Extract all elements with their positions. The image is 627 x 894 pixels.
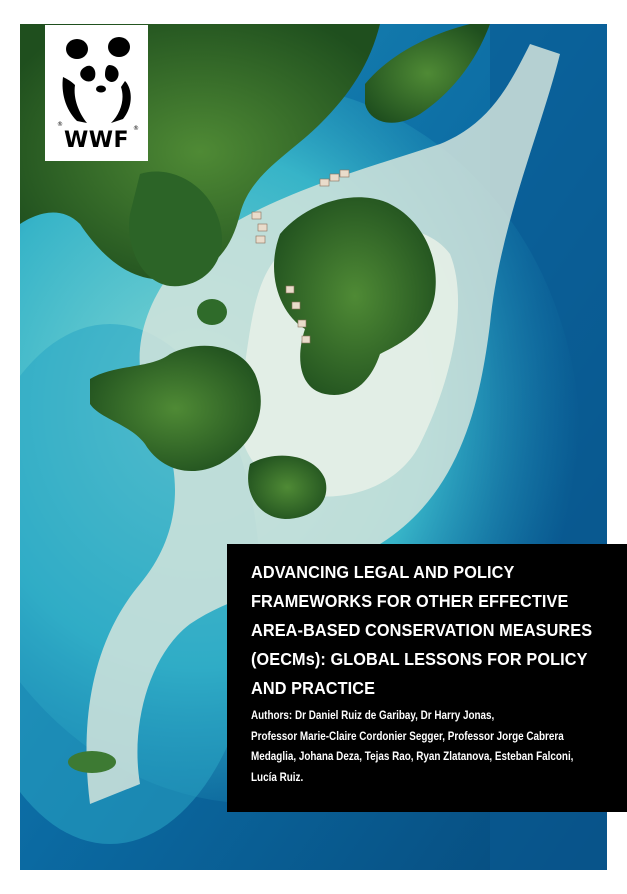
author-line: Professor Marie-Claire Cordonier Segger, Professor Jorge Cabrera: [251, 730, 564, 743]
title-line: FRAMEWORKS FOR OTHER EFFECTIVE: [251, 591, 569, 611]
title-line: ADVANCING LEGAL AND POLICY: [251, 562, 515, 582]
logo-wordmark: WWF: [63, 128, 130, 153]
author-list: [251, 706, 612, 788]
title-line: AREA-BASED CONSERVATION MEASURES: [251, 620, 593, 640]
author-line: Authors: Dr Daniel Ruiz de Garibay, Dr Harry Jonas,: [251, 710, 495, 722]
report-title: [251, 558, 609, 703]
wwf-logo: ® ® WWF: [45, 25, 148, 161]
title-panel: [227, 544, 627, 812]
title-line: AND PRACTICE: [251, 678, 376, 698]
title-line: (OECMs): GLOBAL LESSONS FOR POLICY: [251, 649, 588, 669]
panda-icon: [59, 37, 134, 125]
author-line: Medaglia, Johana Deza, Tejas Rao, Ryan Zlatanova, Esteban Falconi,: [251, 751, 574, 763]
author-line: Lucía Ruiz.: [251, 771, 304, 784]
